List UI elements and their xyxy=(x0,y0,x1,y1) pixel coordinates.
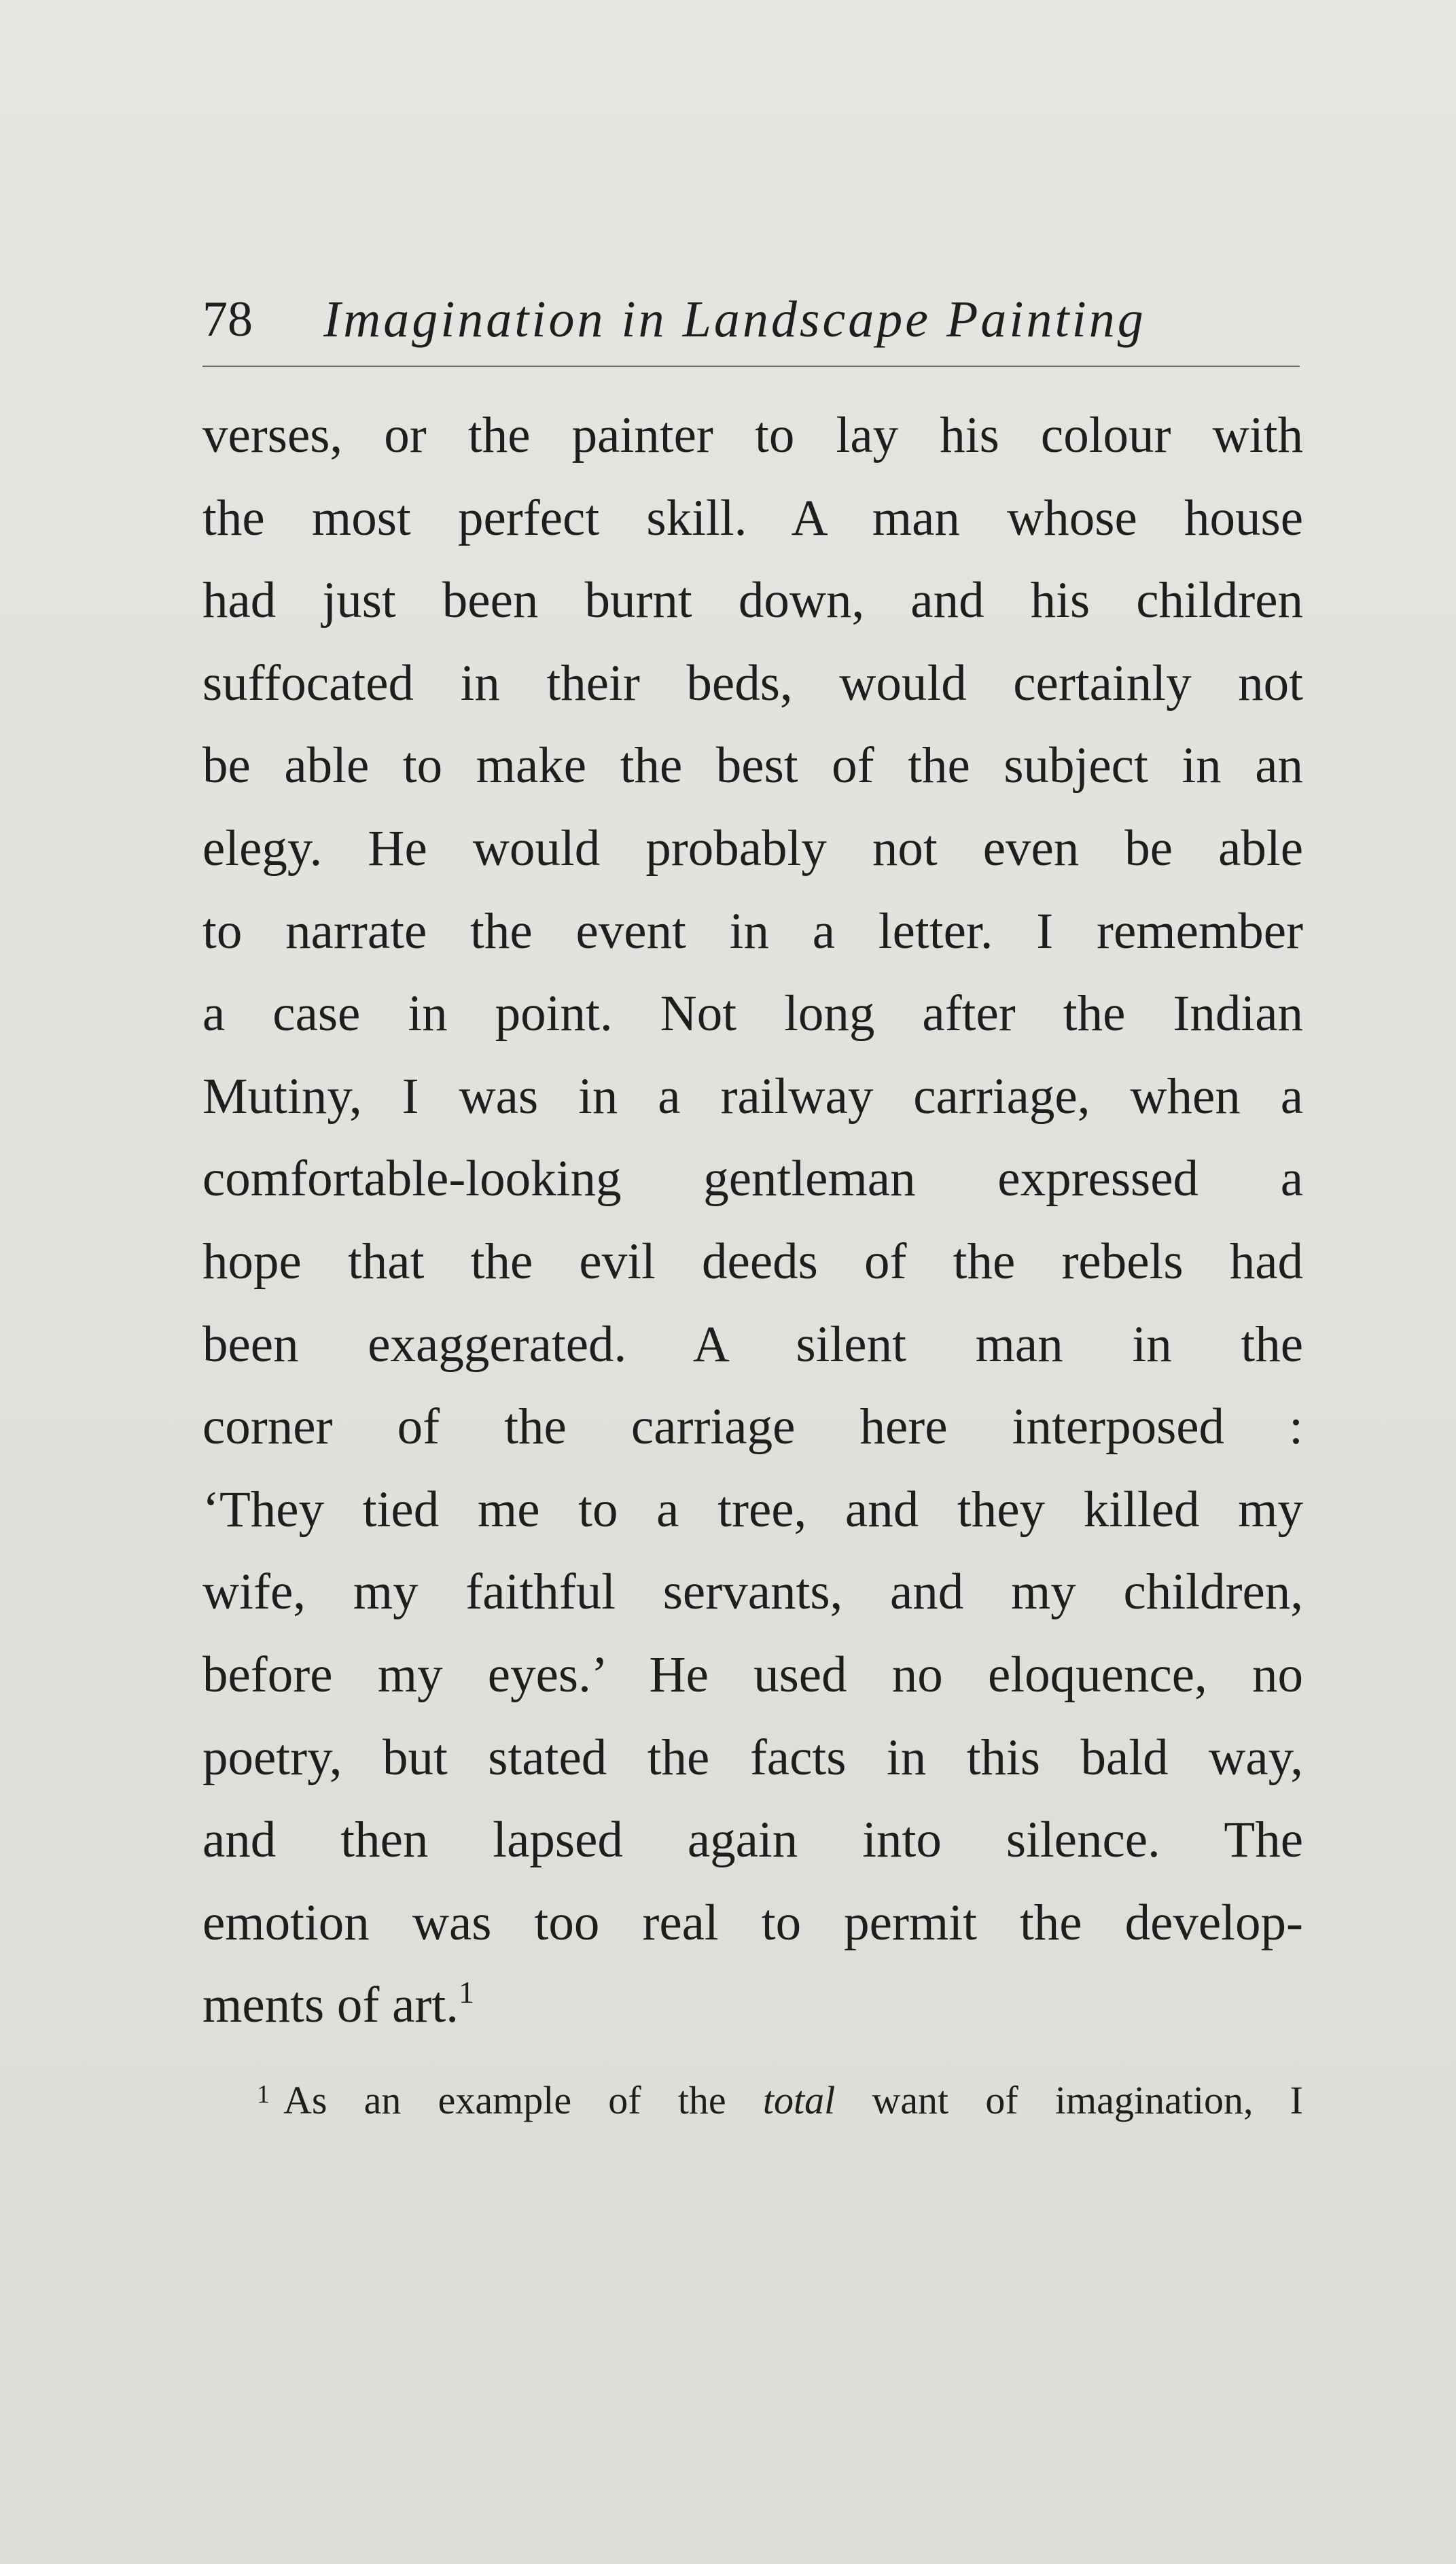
text-line: suffocated in their beds, would certainly not xyxy=(202,654,1303,712)
text-line: elegy. He would probably not even be able xyxy=(202,820,1303,877)
body-text xyxy=(202,394,1303,2047)
text-line: hope that the evil deeds of the rebels had xyxy=(202,1233,1303,1290)
text-line-last xyxy=(202,1964,1303,2047)
footnote-text-before: As an example of the xyxy=(283,2078,763,2122)
page-number: 78 xyxy=(202,292,253,347)
text-line: before my eyes.’ He used no eloquence, no xyxy=(202,1646,1303,1703)
text-line: had just been burnt down, and his children xyxy=(202,572,1303,629)
text-line: ‘They tied me to a tree, and they killed my xyxy=(202,1481,1303,1538)
header-rule xyxy=(202,366,1300,367)
footnote xyxy=(257,2067,1303,2128)
footnote-text-after: want of imagination, I xyxy=(835,2078,1303,2122)
text-line: and then lapsed again into silence. The xyxy=(202,1812,1303,1869)
text-line: emotion was too real to permit the develop- xyxy=(202,1894,1303,1951)
footnote-number: 1 xyxy=(257,2080,270,2109)
text-line-content: ments of art. xyxy=(202,1977,459,2034)
text-line: poetry, but stated the facts in this bald way, xyxy=(202,1729,1303,1786)
text-line: the most perfect skill. A man whose house xyxy=(202,489,1303,546)
text-line: Mutiny, I was in a railway carriage, when a xyxy=(202,1068,1303,1125)
text-line: verses, or the painter to lay his colour with xyxy=(202,407,1303,463)
text-line: wife, my faithful servants, and my children, xyxy=(202,1564,1303,1621)
text-line: to narrate the event in a letter. I remember xyxy=(202,902,1303,960)
text-line: corner of the carriage here interposed : xyxy=(202,1399,1303,1456)
footnote-reference[interactable]: 1 xyxy=(458,1975,474,2010)
text-line: been exaggerated. A silent man in the xyxy=(202,1316,1303,1373)
text-line: be able to make the best of the subject in an xyxy=(202,737,1303,794)
text-line: a case in point. Not long after the Indian xyxy=(202,985,1303,1042)
running-head xyxy=(202,282,1303,357)
footnote-text-italic: total xyxy=(762,2078,836,2122)
running-title: Imagination in Landscape Painting xyxy=(323,291,1146,348)
text-line: comfortable-looking gentleman expressed a xyxy=(202,1151,1303,1208)
